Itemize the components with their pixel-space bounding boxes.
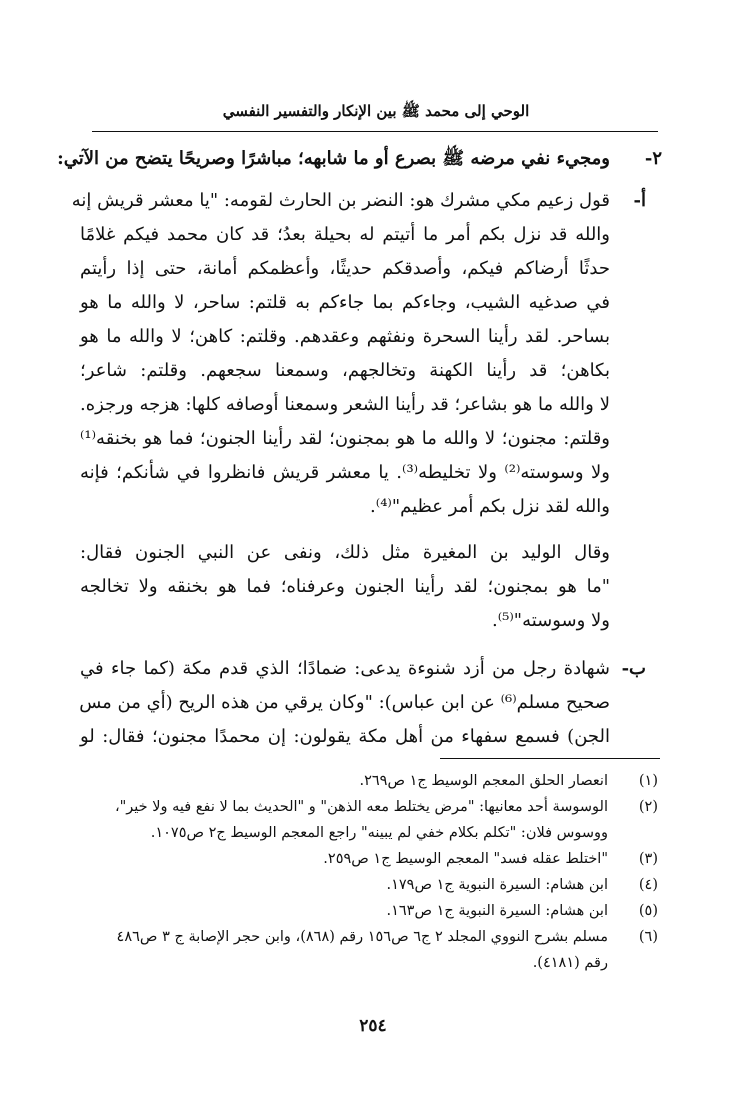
footnote-rule (440, 758, 660, 759)
item-b (80, 652, 658, 754)
text-line: ولا وسوسته"⁽⁵⁾. (492, 610, 610, 631)
footnote-6 (78, 924, 658, 976)
text-line: ولا وسوسته⁽²⁾ ولا تخليطه⁽³⁾. يا معشر قريش فانظروا في شأنكم؛ فإنه (80, 462, 611, 483)
text-line: بكاهن؛ قد رأينا الكهنة وتخالجهم، وسمعنا سجعهم. وقلتم: شاعر؛ (80, 360, 610, 381)
item-a-letter: أ- (633, 190, 646, 211)
footnote-number: (٦) (638, 929, 658, 945)
text-line: قول زعيم مكي مشرك هو: النضر بن الحارث لقومه: "يا معشر قريش إنه (71, 190, 610, 211)
walid-paragraph (80, 536, 658, 638)
footnote-3 (78, 846, 658, 872)
text-line: الجن) فسمع سفهاء من أهل مكة يقولون: إن محمدًا مجنون؛ فقال: لو (80, 726, 610, 747)
footnote-number: (٥) (638, 903, 658, 919)
text-line: وقلتم: مجنون؛ لا والله ما هو بمجنون؛ لقد رأينا الجنون؛ فما هو بخنقه⁽¹⁾ (80, 428, 610, 449)
header-rule (92, 131, 658, 132)
footnote-text: ووسوس فلان: "تكلم بكلام خفي لم يبينه" راجع المعجم الوسيط ج٢ ص١٠٧٥. (150, 825, 608, 841)
text-line: لا والله ما هو بشاعر؛ قد رأينا الشعر وسمعنا أوصافه كلها: هزجه ورجزه. (80, 394, 610, 415)
footnote-4 (78, 872, 658, 898)
footnote-number: (٣) (638, 851, 658, 867)
footnotes (78, 768, 658, 976)
text-line: وقال الوليد بن المغيرة مثل ذلك، ونفى عن النبي الجنون فقال: (80, 542, 610, 563)
footnote-text: ابن هشام: السيرة النبوية ج١ ص١٦٣. (386, 903, 608, 919)
footnote-number: (٤) (638, 877, 658, 893)
item-2-heading (57, 142, 662, 176)
item-b-letter: ب- (621, 658, 646, 679)
footnote-text: ابن هشام: السيرة النبوية ج١ ص١٧٩. (386, 877, 608, 893)
item-2-text: ومجيء نفي مرضه ﷺ بصرع أو ما شابهه؛ مباشرًا وصريحًا يتضح من الآتي: (57, 148, 610, 169)
text-line: بساحر. لقد رأينا السحرة ونفثهم وعقدهم. وقلتم: كاهن؛ لا والله ما هو (80, 326, 610, 347)
footnote-text: رقم (٤١٨١). (532, 955, 608, 971)
text-line: "ما هو بمجنون؛ لقد رأينا الجنون وعرفناه؛ فما هو بخنقه ولا تخالجه (80, 576, 610, 597)
text-line: شهادة رجل من أزد شنوءة يدعى: ضمادًا؛ الذي قدم مكة (كما جاء في (80, 658, 610, 679)
footnote-1 (78, 768, 658, 794)
text-line: صحيح مسلم⁽⁶⁾ عن ابن عباس): "وكان يرقي من هذه الريح (أي من مس (79, 692, 610, 713)
footnote-number: (١) (638, 773, 658, 789)
main-text (57, 142, 662, 754)
text-line: في صدغيه الشيب، وجاءكم بما جاءكم به قلتم: ساحر، لا والله ما هو (80, 292, 610, 313)
footnote-text: الوسوسة أحد معانيها: "مرض يختلط معه الذهن" و "الحديث بما لا نفع فيه ولا خير"، (114, 799, 608, 815)
footnote-text: انعصار الحلق المعجم الوسيط ج١ ص٢٦٩. (359, 773, 608, 789)
footnote-number: (٢) (638, 799, 658, 815)
text-line: حدثًا أرضاكم فيكم، وأصدقكم حديثًا، وأعظمكم أمانة، حتى إذا رأيتم (80, 258, 610, 279)
footnote-2 (78, 794, 658, 846)
running-header: الوحي إلى محمد ﷺ بين الإنكار والتفسير النفسي (222, 102, 530, 120)
text-line: والله لقد نزل بكم أمر عظيم"⁽⁴⁾. (370, 496, 610, 517)
footnote-text: مسلم بشرح النووي المجلد ٢ ج٦ ص١٥٦ رقم (٨٦٨)، وابن حجر الإصابة ج ٣ ص٤٨٦ (116, 929, 608, 945)
text-line: والله قد نزل بكم أمر ما أتيتم له بحيلة بعدُ؛ قد كان محمد فيكم غلامًا (80, 224, 610, 245)
item-a (71, 184, 658, 524)
footnote-text: "اختلط عقله فسد" المعجم الوسيط ج١ ص٢٥٩. (323, 851, 608, 867)
page-number: ٢٥٤ (359, 1016, 387, 1036)
footnote-5 (78, 898, 658, 924)
item-2-number: ٢- (644, 148, 662, 169)
